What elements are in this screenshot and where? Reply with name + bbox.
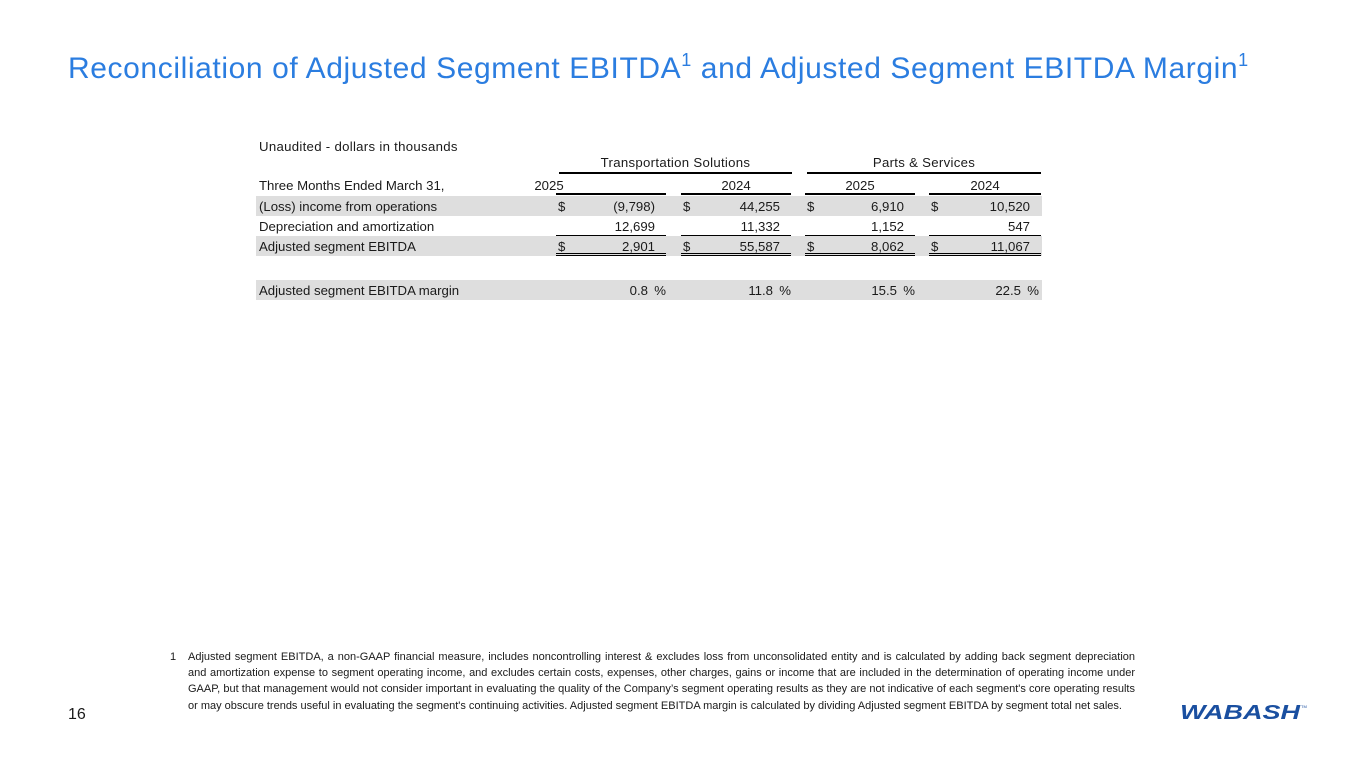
table-row bbox=[256, 216, 1042, 236]
value-cell: 547 bbox=[929, 216, 1041, 236]
value-cell: 12,699 bbox=[556, 216, 666, 236]
row-label: (Loss) income from operations bbox=[259, 199, 438, 214]
group-header-parts: Parts & Services bbox=[807, 155, 1041, 174]
year-header-cell: 2024 bbox=[681, 175, 791, 195]
footnote-number: 1 bbox=[170, 651, 177, 663]
title-footnote-ref: 1 bbox=[1238, 50, 1249, 70]
page-number: 16 bbox=[68, 706, 86, 723]
table-row-margin bbox=[256, 280, 1042, 300]
value-cell: $ 11,067 bbox=[929, 236, 1041, 256]
table-note: Unaudited - dollars in thousands bbox=[259, 139, 458, 154]
title-main: Reconciliation of Adjusted Segment EBITDA bbox=[68, 52, 682, 85]
value-cell: 15.5 % bbox=[871, 283, 915, 298]
value-cell: 1,152 bbox=[805, 216, 915, 236]
period-label: Three Months Ended March 31, bbox=[259, 178, 445, 193]
value-cell: 11.8 % bbox=[748, 283, 791, 298]
wabash-logo bbox=[1180, 702, 1306, 722]
title-mid: and Adjusted Segment EBITDA Margin bbox=[691, 52, 1239, 85]
logo-text: WABASH bbox=[1180, 702, 1301, 724]
value-cell: $ 44,255 bbox=[683, 199, 780, 214]
year-header-cell: 2025 bbox=[805, 175, 915, 195]
title-footnote-ref: 1 bbox=[681, 50, 692, 70]
value-cell: 0.8 % bbox=[629, 283, 666, 298]
table-row bbox=[256, 196, 1042, 216]
value-cell: $ 6,910 bbox=[807, 199, 904, 214]
table-header-row bbox=[256, 175, 1042, 195]
value-cell: $ 55,587 bbox=[681, 236, 791, 256]
value-cell: 22.5 % bbox=[995, 283, 1039, 298]
year-header-cell: 2024 bbox=[929, 175, 1041, 195]
footnote bbox=[170, 649, 1135, 714]
year-header-cell: 2025 bbox=[534, 178, 564, 193]
value-cell: 11,332 bbox=[681, 216, 791, 236]
row-label: Adjusted segment EBITDA margin bbox=[259, 283, 460, 298]
footnote-text: Adjusted segment EBITDA, a non-GAAP financial measure, includes noncontrolling interest & excludes loss from unconsolidated entity and is calculated by adding back segment depreciation and amortization expense to segment operating income, and excludes certain costs, expenses, other charges, gains or income that are included in the determination of operating income under GAAP, but that management would not consider important in evaluating the quality of the Company’s segment operating results as they are not indicative of each segment's core operating results or may obscure trends useful in evaluating the segment's continuing activities. Adjusted segment EBITDA margin is calculated by dividing Adjusted segment EBITDA by segment total net sales. bbox=[188, 651, 1135, 712]
value-cell: $ (9,798) bbox=[558, 199, 655, 214]
value-cell: $ 10,520 bbox=[931, 199, 1030, 214]
group-header-transportation: Transportation Solutions bbox=[559, 155, 792, 174]
value-cell: $ 8,062 bbox=[805, 236, 915, 256]
row-label: Adjusted segment EBITDA bbox=[259, 239, 416, 254]
trademark-icon: TM bbox=[1301, 704, 1307, 709]
page-title bbox=[68, 52, 1249, 86]
value-cell: $ 2,901 bbox=[556, 236, 666, 256]
row-label: Depreciation and amortization bbox=[259, 219, 435, 234]
